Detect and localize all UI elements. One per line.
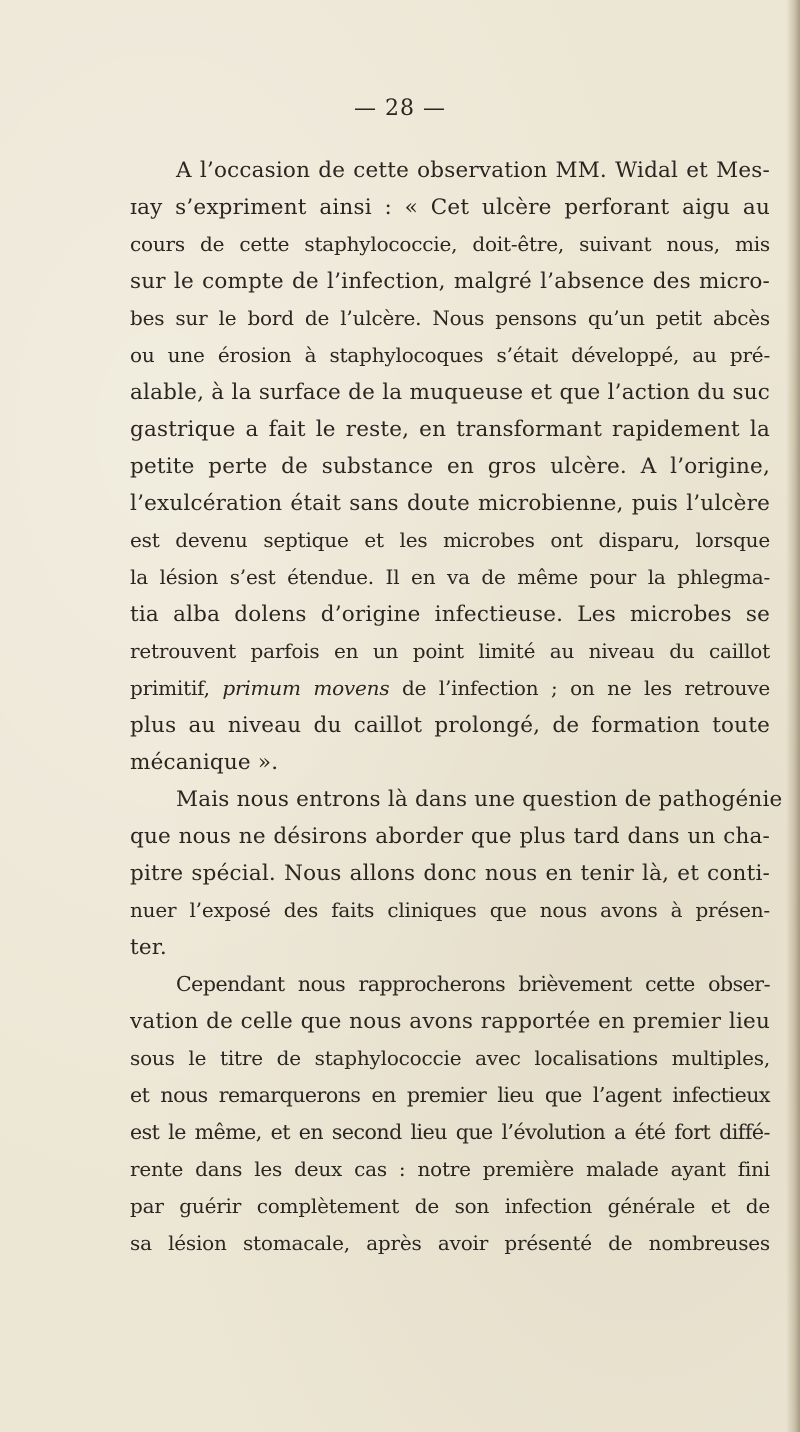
text-line: alable, à la surface de la muqueuse et que l’action du suc — [130, 380, 770, 405]
text-line: ɪay s’expriment ainsi : « Cet ulcère perforant aigu au — [130, 195, 770, 220]
text-line: retrouvent parfois en un point limité au niveau du caillot — [130, 639, 770, 663]
text-line: ter. — [130, 935, 167, 960]
text-line: rente dans les deux cas : notre première malade ayant fini — [130, 1157, 770, 1181]
italic-phrase: primum movens — [222, 676, 390, 700]
text-line: par guérir complètement de son infection générale et de — [130, 1194, 770, 1218]
text-line: ou une érosion à staphylocoques s’était développé, au pré- — [130, 343, 770, 367]
text-line: mécanique ». — [130, 750, 279, 775]
text-line: gastrique a fait le reste, en transformant rapidement la — [130, 417, 770, 442]
text-line: bes sur le bord de l’ulcère. Nous pensons qu’un petit abcès — [130, 306, 770, 330]
text-line: A l’occasion de cette observation MM. Widal et Mes- — [176, 158, 770, 183]
text-line: Mais nous entrons là dans une question de pathogénie — [176, 787, 783, 812]
text-line: la lésion s’est étendue. Il en va de même pour la phlegma- — [130, 565, 770, 589]
text-line: et nous remarquerons en premier lieu que l’agent infectieux — [130, 1083, 770, 1107]
text-line: est devenu septique et les microbes ont disparu, lorsque — [130, 528, 770, 552]
page-edge-shadow — [786, 0, 800, 1432]
text-line: que nous ne désirons aborder que plus tard dans un cha- — [130, 824, 770, 849]
text-line: vation de celle que nous avons rapportée en premier lieu — [130, 1009, 770, 1034]
text-line: petite perte de substance en gros ulcère. A l’origine, — [130, 454, 770, 479]
text-run: primitif, — [130, 676, 223, 700]
text-line: tia alba dolens d’origine infectieuse. Les microbes se — [130, 602, 770, 627]
text-line: sa lésion stomacale, après avoir présenté de nombreuses — [130, 1231, 770, 1255]
text-line: Cependant nous rapprocherons brièvement cette obser- — [176, 972, 770, 996]
text-line: sur le compte de l’infection, malgré l’absence des micro- — [130, 269, 770, 294]
page-number: — 28 — — [354, 96, 446, 121]
text-line: pitre spécial. Nous allons donc nous en tenir là, et conti- — [130, 861, 770, 886]
text-line: plus au niveau du caillot prolongé, de formation toute — [130, 713, 770, 738]
text-line-with-italic — [130, 670, 770, 707]
text-line: cours de cette staphylococcie, doit-être, suivant nous, mis — [130, 232, 770, 256]
text-line: sous le titre de staphylococcie avec localisations multiples, — [130, 1046, 770, 1070]
text-line: l’exulcération était sans doute microbienne, puis l’ulcère — [130, 491, 770, 516]
body-text — [130, 152, 783, 1262]
text-line: est le même, et en second lieu que l’évolution a été fort diffé- — [130, 1120, 770, 1144]
text-line: nuer l’exposé des faits cliniques que nous avons à présen- — [130, 898, 770, 922]
text-run: de l’infection ; on ne les retrouve — [389, 676, 770, 700]
